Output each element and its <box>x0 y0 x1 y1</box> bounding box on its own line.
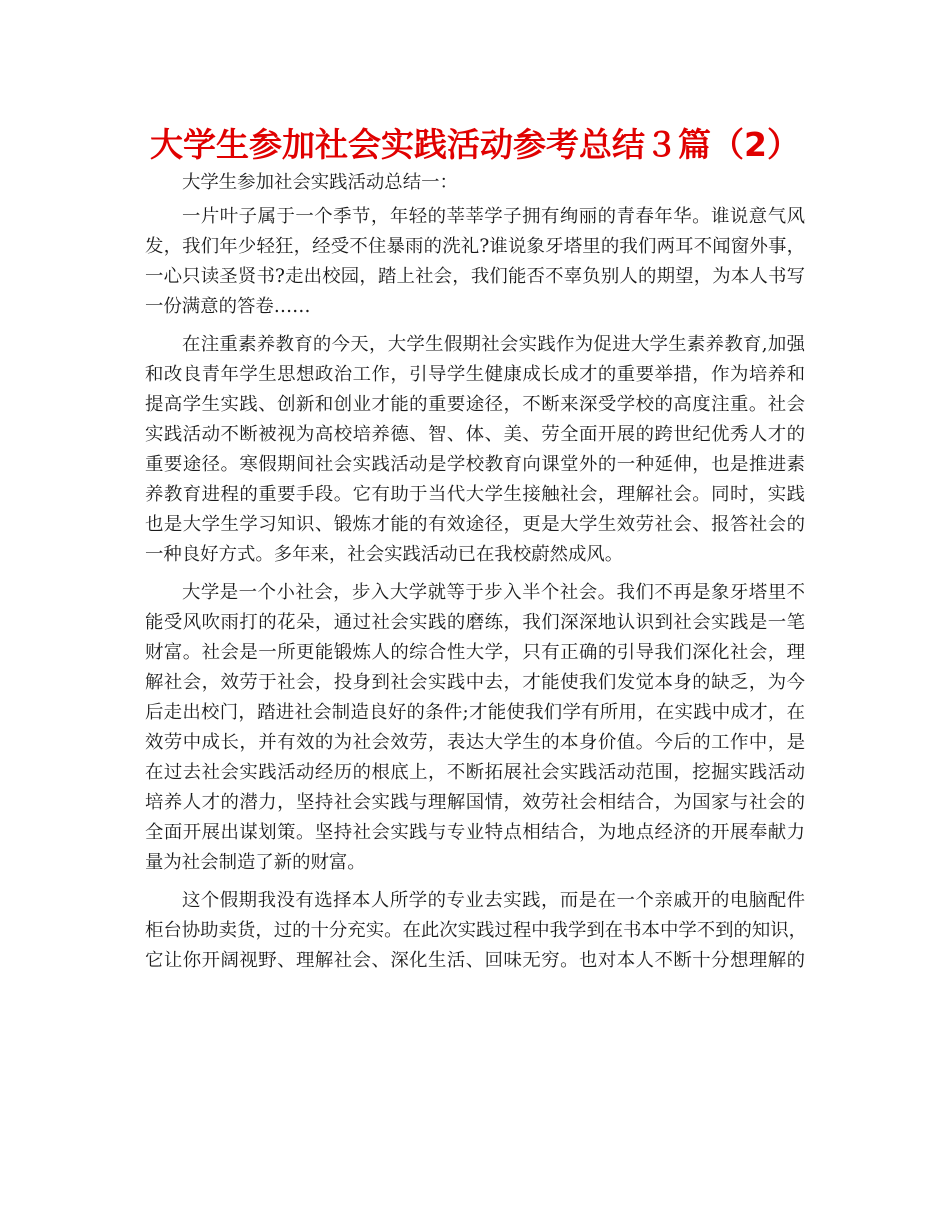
paragraph-3 <box>145 578 805 878</box>
paragraph-line: 实践活动不断被视为高校培养德、智、体、美、劳全面开展的跨世纪优秀人才的 <box>145 424 805 445</box>
paragraph-line: 培养人才的潜力，坚持社会实践与理解国情，效劳社会相结合，为国家与社会的 <box>145 792 805 813</box>
paragraph-line: 在过去社会实践活动经历的根底上，不断拓展社会实践活动范围，挖掘实践活动 <box>145 762 805 783</box>
paragraph-4 <box>145 886 808 976</box>
paragraph-line: 全面开展出谋划策。坚持社会实践与专业特点相结合，为地点经济的开展奉献力 <box>145 822 805 843</box>
paragraph-line: 发，我们年少轻狂，经受不住暴雨的洗礼?谁说象牙塔里的我们两耳不闻窗外事， <box>145 236 805 257</box>
paragraph-line: 它让你开阔视野、理解社会、深化生活、回味无穷。也对本人不断十分想理解的 <box>145 950 805 971</box>
paragraph-line: 解社会，效劳于社会，投身到社会实践中去，才能使我们发觉本身的缺乏，为今 <box>145 672 805 693</box>
paragraph-line: 能受风吹雨打的花朵，通过社会实践的磨练，我们深深地认识到社会实践是一笔 <box>145 612 805 633</box>
section-intro: 大学生参加社会实践活动总结一： <box>182 172 458 193</box>
document-title: 大学生参加社会实践活动参考总结３篇（2） <box>150 125 800 164</box>
paragraph-1 <box>145 202 805 322</box>
paragraph-line: 重要途径。寒假期间社会实践活动是学校教育向课堂外的一种延伸，也是推进素 <box>145 454 805 475</box>
paragraph-line: 和改良青年学生思想政治工作，引导学生健康成长成才的重要举措，作为培养和 <box>145 364 805 385</box>
paragraph-line: 财富。社会是一所更能锻炼人的综合性大学，只有正确的引导我们深化社会，理 <box>145 642 805 663</box>
paragraph-line: 这个假期我没有选择本人所学的专业去实践，而是在一个亲戚开的电脑配件 <box>182 890 805 911</box>
paragraph-line: 在注重素养教育的今天，大学生假期社会实践作为促进大学生素养教育,加强 <box>182 334 805 355</box>
paragraph-line: 柜台协助卖货，过的十分充实。在此次实践过程中我学到在书本中学不到的知识， <box>145 920 808 941</box>
paragraph-2 <box>145 330 805 570</box>
paragraph-line: 大学是一个小社会，步入大学就等于步入半个社会。我们不再是象牙塔里不 <box>182 582 805 603</box>
paragraph-line: 量为社会制造了新的财富。 <box>145 852 366 873</box>
paragraph-line: 一种良好方式。多年来，社会实践活动已在我校蔚然成风。 <box>145 544 624 565</box>
paragraph-line: 提高学生实践、创新和创业才能的重要途径，不断来深受学校的高度注重。社会 <box>145 394 805 415</box>
document-body <box>145 168 808 984</box>
paragraph-line: 一份满意的答卷…… <box>145 296 311 317</box>
paragraph-line: 一片叶子属于一个季节，年轻的莘莘学子拥有绚丽的青春年华。谁说意气风 <box>182 206 805 227</box>
paragraph-line: 一心只读圣贤书?走出校园，踏上社会，我们能否不辜负别人的期望，为本人书写 <box>145 266 805 287</box>
paragraph-line: 也是大学生学习知识、锻炼才能的有效途径，更是大学生效劳社会、报答社会的 <box>145 514 805 535</box>
paragraph-line: 效劳中成长，并有效的为社会效劳，表达大学生的本身价值。今后的工作中，是 <box>145 732 805 753</box>
paragraph-line: 养教育进程的重要手段。它有助于当代大学生接触社会，理解社会。同时，实践 <box>145 484 805 505</box>
paragraph-line: 后走出校门，踏进社会制造良好的条件;才能使我们学有所用，在实践中成才，在 <box>145 702 805 723</box>
